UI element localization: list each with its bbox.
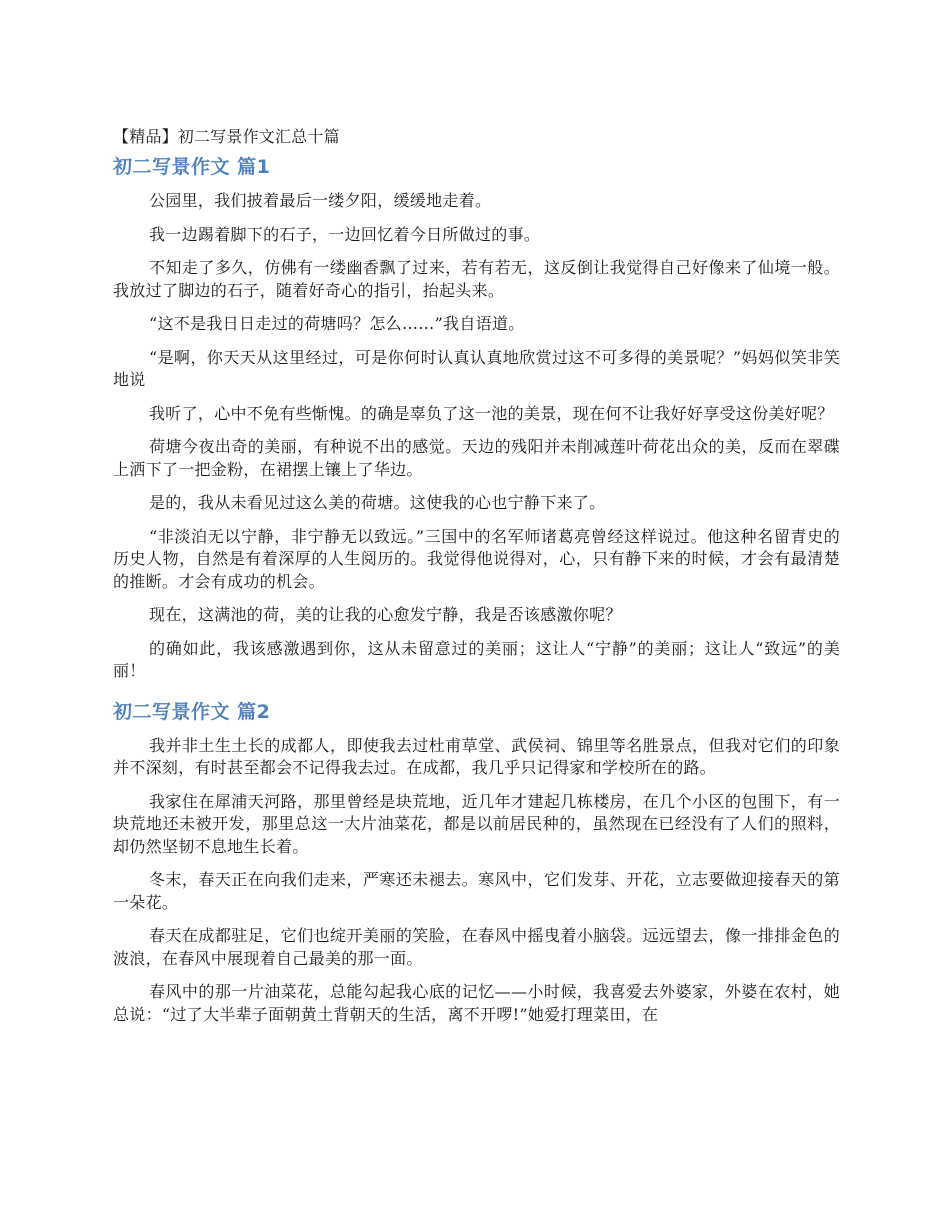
paragraph: 的确如此，我该感激遇到你，这从未留意过的美丽；这让人“宁静”的美丽；这让人“致远”的美丽！ bbox=[113, 638, 840, 680]
paragraph: 春风中的那一片油菜花，总能勾起我心底的记忆——小时候，我喜爱去外婆家，外婆在农村，她总说：“过了大半辈子面朝黄土背朝天的生活，离不开啰!”她爱打理菜田，在 bbox=[113, 982, 840, 1024]
paragraph: “是啊，你天天从这里经过，可是你何时认真认真地欣赏过这不可多得的美景呢？”妈妈似笑非笑地说 bbox=[113, 347, 840, 389]
paragraph: 现在，这满池的荷，美的让我的心愈发宁静，我是否该感激你呢？ bbox=[149, 605, 622, 624]
paragraph: 我家住在犀浦天河路，那里曾经是块荒地，近几年才建起几栋楼房，在几个小区的包围下，有一块荒地还未被开发，那里总这一大片油菜花，都是以前居民种的，虽然现在已经没有了人们的照料，却仍然坚韧不息地生长着。 bbox=[113, 791, 840, 856]
paragraph: 冬末，春天正在向我们走来，严寒还未褪去。寒风中，它们发芽、开花，立志要做迎接春天的第一朵花。 bbox=[113, 870, 840, 912]
section-heading: 初二写景作文 篇2 bbox=[113, 700, 271, 723]
paragraph: 春天在成都驻足，它们也绽开美丽的笑脸，在春风中摇曳着小脑袋。远远望去，像一排排金色的波浪，在春风中展现着自己最美的那一面。 bbox=[113, 926, 840, 968]
paragraph: “非淡泊无以宁静，非宁静无以致远。”三国中的名军师诸葛亮曾经这样说过。他这种名留青史的历史人物，自然是有着深厚的人生阅历的。我觉得他说得对，心，只有静下来的时候，才会有最清楚的推断。才会有成功的机会。 bbox=[113, 526, 840, 591]
document-page bbox=[113, 126, 840, 1037]
paragraph: 不知走了多久，仿佛有一缕幽香飘了过来，若有若无，这反倒让我觉得自己好像来了仙境一般。我放过了脚边的石子，随着好奇心的指引，抬起头来。 bbox=[113, 258, 840, 300]
paragraph: 是的，我从未看见过这么美的荷塘。这使我的心也宁静下来了。 bbox=[149, 493, 606, 512]
section-2 bbox=[113, 699, 840, 1027]
paragraph: 荷塘今夜出奇的美丽，有种说不出的感觉。天边的残阳并未削减莲叶荷花出众的美，反而在翠碟上洒下了一把金粉，在裙摆上镶上了华边。 bbox=[113, 437, 840, 479]
paragraph: 公园里，我们披着最后一缕夕阳，缓缓地走着。 bbox=[149, 191, 492, 210]
section-heading: 初二写景作文 篇1 bbox=[113, 156, 271, 178]
paragraph: 我一边踢着脚下的石子，一边回忆着今日所做过的事。 bbox=[149, 224, 541, 244]
section-1 bbox=[113, 154, 840, 683]
paragraph: “这不是我日日走过的荷塘吗？怎么……”我自语道。 bbox=[149, 314, 525, 333]
document-title: 【精品】初二写景作文汇总十篇 bbox=[113, 127, 340, 146]
paragraph: 我听了，心中不免有些惭愧。的确是辜负了这一池的美景，现在何不让我好好享受这份美好呢？ bbox=[149, 403, 834, 423]
paragraph: 我并非土生土长的成都人，即使我去过杜甫草堂、武侯祠、锦里等名胜景点，但我对它们的印象并不深刻，有时甚至都会不记得我去过。在成都，我几乎只记得家和学校所在的路。 bbox=[113, 735, 840, 777]
